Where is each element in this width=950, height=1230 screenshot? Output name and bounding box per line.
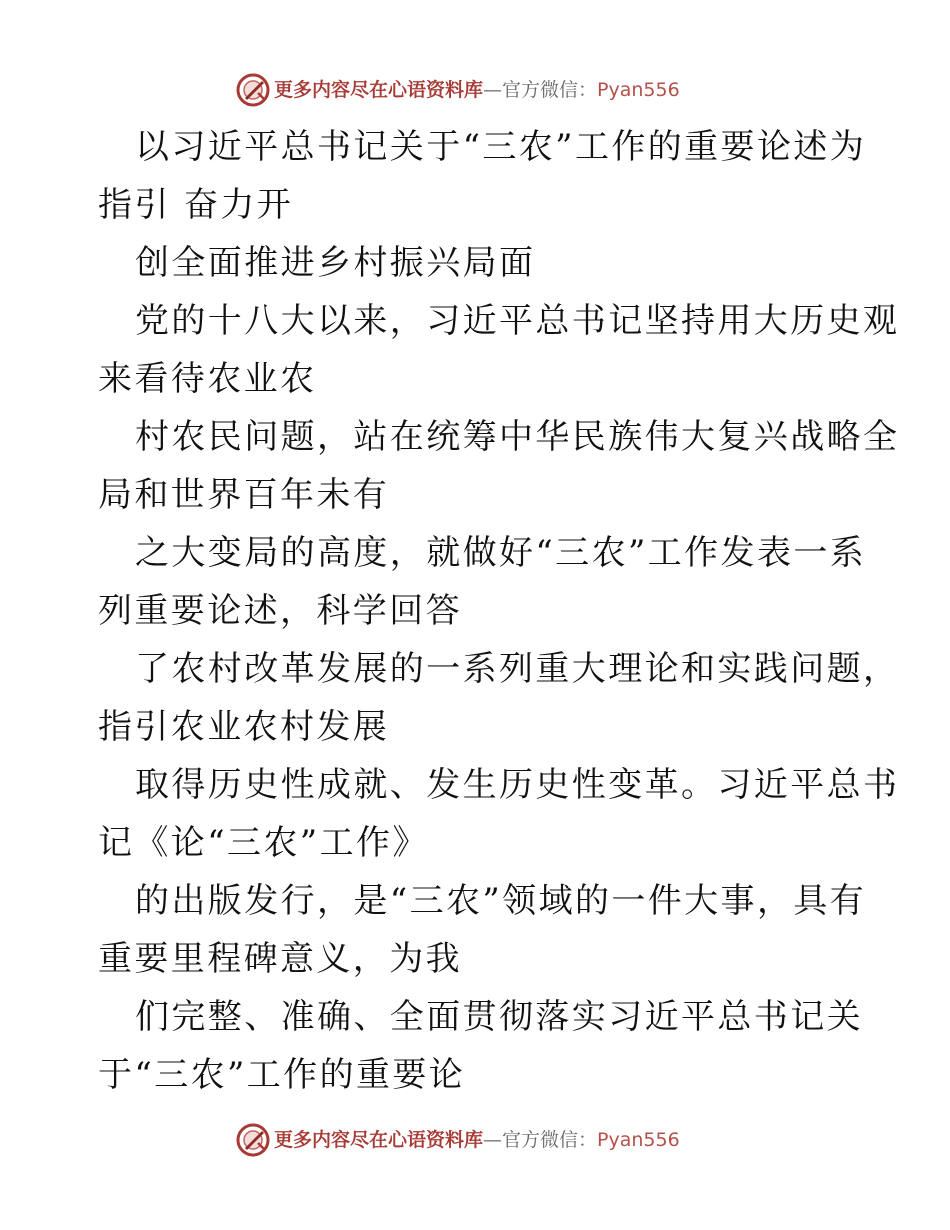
document-body bbox=[98, 118, 900, 1104]
text-line: 记《论“三农”工作》 bbox=[98, 823, 429, 863]
text-line: 于“三农”工作的重要论 bbox=[98, 1055, 466, 1095]
text-line: 指引农业农村发展 bbox=[98, 707, 390, 747]
text-line: 列重要论述，科学回答 bbox=[98, 591, 462, 631]
footer-separator: — bbox=[483, 1129, 503, 1151]
footer-brand-text: 更多内容尽在心语资料库 bbox=[274, 1129, 484, 1151]
header-brand-text: 更多内容尽在心语资料库 bbox=[274, 79, 484, 101]
footer-contact-label: 官方微信： bbox=[502, 1129, 598, 1151]
text-line: 来看待农业农 bbox=[98, 359, 317, 399]
text-line: 了农村改革发展的一系列重大理论和实践问题， bbox=[135, 649, 900, 689]
text-line: 们完整、准确、全面贯彻落实习近平总书记关 bbox=[135, 997, 863, 1037]
text-line: 之大变局的高度，就做好“三农”工作发表一系 bbox=[135, 533, 867, 573]
footer-banner bbox=[236, 1122, 680, 1158]
header-banner bbox=[236, 72, 680, 108]
header-contact-id: Pyan556 bbox=[597, 79, 680, 101]
header-separator: — bbox=[483, 79, 503, 101]
text-line: 以习近平总书记关于“三农”工作的重要论述为 bbox=[135, 127, 867, 167]
footer-contact-id: Pyan556 bbox=[597, 1129, 680, 1151]
text-line: 局和世界百年未有 bbox=[98, 475, 390, 515]
header-contact-label: 官方微信： bbox=[502, 79, 598, 101]
logo-icon bbox=[236, 73, 270, 107]
logo-icon bbox=[236, 1123, 270, 1157]
text-line: 的出版发行，是“三农”领域的一件大事，具有 bbox=[135, 881, 867, 921]
text-line: 创全面推进乡村振兴局面 bbox=[135, 243, 536, 283]
text-line: 取得历史性成就、发生历史性变革。习近平总书 bbox=[135, 765, 900, 805]
text-line: 指引 奋力开 bbox=[98, 185, 294, 225]
text-line: 党的十八大以来，习近平总书记坚持用大历史观 bbox=[135, 301, 900, 341]
text-line: 村农民问题，站在统筹中华民族伟大复兴战略全 bbox=[135, 417, 900, 457]
text-line: 重要里程碑意义，为我 bbox=[98, 939, 462, 979]
